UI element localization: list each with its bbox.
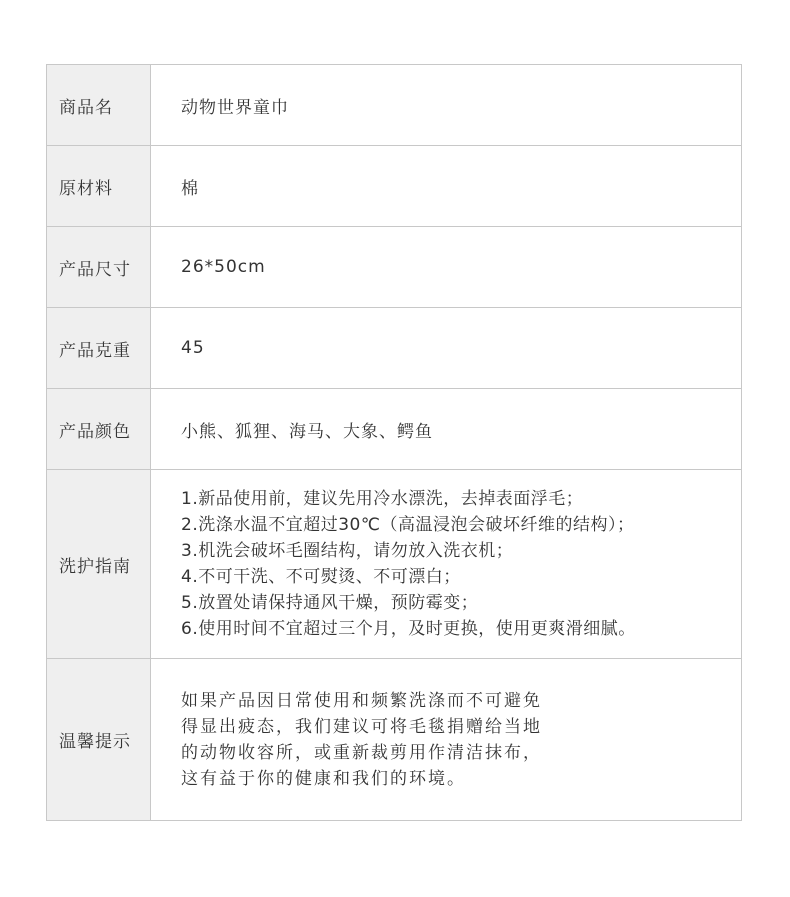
spec-value-tips bbox=[151, 659, 742, 821]
spec-row-tips bbox=[47, 659, 742, 821]
spec-value-colors: 小熊、狐狸、海马、大象、鳄鱼 bbox=[151, 389, 742, 470]
spec-value-weight: 45 bbox=[151, 308, 742, 389]
care-instruction-item: 2.洗涤水温不宜超过30℃（高温浸泡会破坏纤维的结构）； bbox=[181, 515, 635, 535]
care-instruction-item: 6.使用时间不宜超过三个月，及时更换，使用更爽滑细腻。 bbox=[181, 619, 636, 639]
spec-label-material: 原材料 bbox=[47, 146, 151, 227]
care-instruction-item: 4.不可干洗、不可熨烫、不可漂白； bbox=[181, 567, 461, 587]
spec-value-product-name: 动物世界童巾 bbox=[151, 65, 742, 146]
spec-label-tips: 温馨提示 bbox=[47, 659, 151, 821]
spec-label-care-guide: 洗护指南 bbox=[47, 470, 151, 659]
spec-row-care-guide bbox=[47, 470, 742, 659]
care-instruction-item: 1.新品使用前，建议先用冷水漂洗，去掉表面浮毛； bbox=[181, 489, 584, 509]
spec-row-weight bbox=[47, 308, 742, 389]
spec-label-product-name: 商品名 bbox=[47, 65, 151, 146]
spec-label-colors: 产品颜色 bbox=[47, 389, 151, 470]
care-instruction-item: 3.机洗会破坏毛圈结构，请勿放入洗衣机； bbox=[181, 541, 514, 561]
spec-value-care-guide bbox=[151, 470, 742, 659]
spec-row-product-name bbox=[47, 65, 742, 146]
tips-line: 得显出疲态，我们建议可将毛毯捐赠给当地 bbox=[181, 716, 542, 737]
tips-line: 这有益于你的健康和我们的环境。 bbox=[181, 768, 466, 789]
spec-label-weight: 产品克重 bbox=[47, 308, 151, 389]
care-instruction-item: 5.放置处请保持通风干燥，预防霉变； bbox=[181, 593, 479, 613]
spec-row-material bbox=[47, 146, 742, 227]
care-instructions-list bbox=[181, 486, 741, 642]
spec-row-colors bbox=[47, 389, 742, 470]
spec-label-size: 产品尺寸 bbox=[47, 227, 151, 308]
spec-row-size bbox=[47, 227, 742, 308]
tips-paragraph bbox=[181, 688, 741, 792]
spec-value-material: 棉 bbox=[151, 146, 742, 227]
product-spec-table bbox=[46, 64, 742, 821]
spec-value-size: 26*50cm bbox=[151, 227, 742, 308]
tips-line: 如果产品因日常使用和频繁洗涤而不可避免 bbox=[181, 690, 542, 711]
tips-line: 的动物收容所，或重新裁剪用作清洁抹布， bbox=[181, 742, 542, 763]
